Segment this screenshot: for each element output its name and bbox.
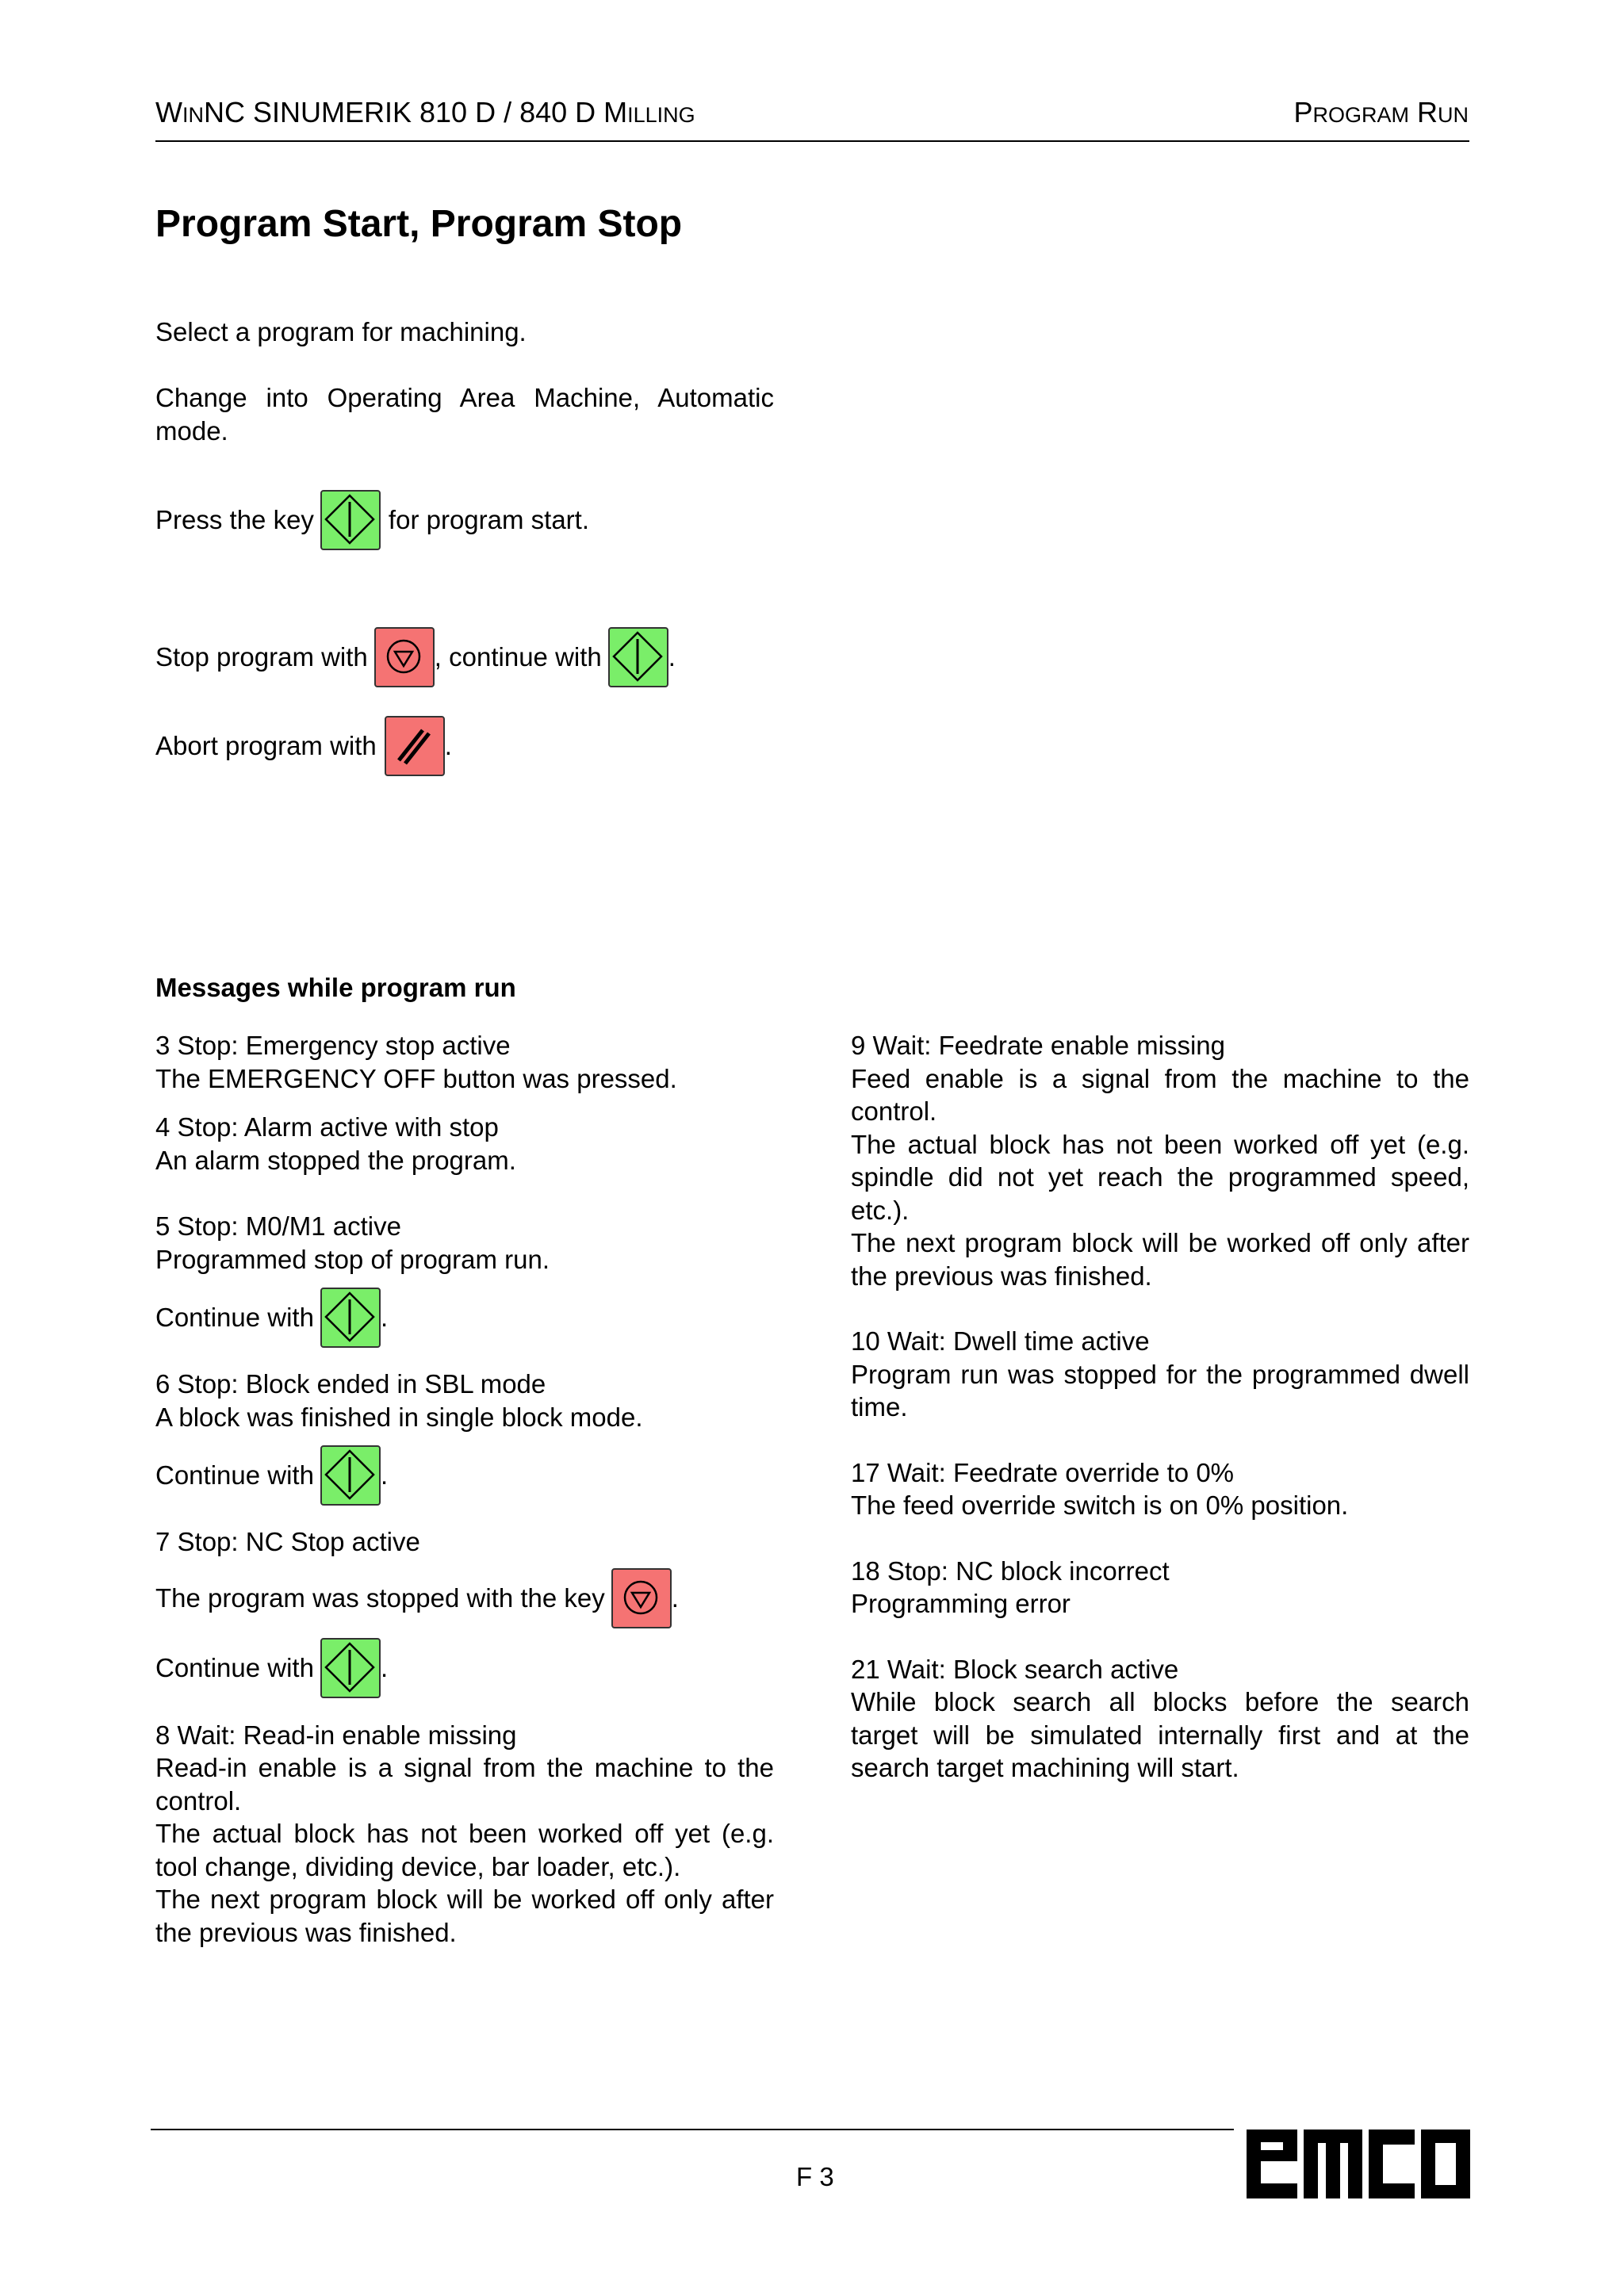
header-right-title: PROGRAM RUN — [1293, 96, 1469, 128]
cycle-stop-key-icon — [611, 1568, 672, 1628]
intro-change-text: Change into Operating Area Machine, Automatic mode. — [155, 383, 774, 446]
stop-continue-line: Stop program with , continue with . — [155, 627, 676, 687]
message-5-continue-line: Continue with . — [155, 1288, 774, 1348]
message-5: 5 Stop: M0/M1 active Programmed stop of program run. — [155, 1211, 550, 1274]
message-21: 21 Wait: Block search active While block search all blocks before the search target will be simulated internally first and at the search target machining will start. — [851, 1654, 1469, 1782]
message-7: 7 Stop: NC Stop active — [155, 1527, 420, 1556]
abort-line: Abort program with . — [155, 716, 452, 776]
message-6-continue-line: Continue with . — [155, 1445, 774, 1506]
cycle-start-key-icon — [320, 1445, 381, 1506]
cycle-stop-key-icon — [374, 627, 435, 687]
message-6: 6 Stop: Block ended in SBL mode A block was finished in single block mode. — [155, 1369, 643, 1432]
message-10: 10 Wait: Dwell time active Program run was stopped for the programmed dwell time. — [851, 1326, 1469, 1422]
messages-right-column — [851, 1029, 1469, 1785]
message-7-key-line: The program was stopped with the key . — [155, 1568, 774, 1628]
message-4: 4 Stop: Alarm active with stop An alarm stopped the program. — [155, 1112, 516, 1175]
cycle-start-key-icon — [320, 1288, 381, 1348]
emco-logo — [1247, 2126, 1470, 2206]
message-7-continue-line: Continue with . — [155, 1638, 774, 1698]
message-8: 8 Wait: Read-in enable missing Read-in enable is a signal from the machine to the control. The actual block has not been worked off yet (e.g. tool change, dividing device, bar loader, etc.). The next program block will be worked off only after the previous was finished. — [155, 1720, 774, 1947]
press-start-line: Press the key for program start. — [155, 490, 589, 550]
emco-logo-graphic — [1247, 2126, 1470, 2202]
message-9: 9 Wait: Feedrate enable missing Feed enable is a signal from the machine to the control. The actual block has not been worked off yet (e.g. spindle did not yet reach the programmed speed, etc.). The next program block will be worked off only after the previous was finished. — [851, 1031, 1469, 1291]
header-left-title: WINNC SINUMERIK 810 D / 840 D MILLING — [155, 96, 695, 128]
message-3: 3 Stop: Emergency stop active The EMERGENCY OFF button was pressed. — [155, 1031, 677, 1093]
messages-left-column — [155, 1029, 774, 1949]
cycle-start-key-icon — [320, 1638, 381, 1698]
messages-heading: Messages while program run — [155, 973, 516, 1002]
page-title: Program Start, Program Stop — [155, 203, 683, 245]
reset-key-icon — [385, 716, 445, 776]
message-17: 17 Wait: Feedrate override to 0% The feed override switch is on 0% position. — [851, 1457, 1349, 1520]
cycle-start-key-icon — [608, 627, 668, 687]
cycle-start-key-icon — [320, 490, 381, 550]
message-18: 18 Stop: NC block incorrect Programming error — [851, 1556, 1170, 1618]
header-divider — [155, 140, 1469, 142]
footer-divider — [151, 2129, 1234, 2130]
intro-select-text: Select a program for machining. — [155, 317, 527, 346]
page-number: F 3 — [796, 2162, 834, 2191]
